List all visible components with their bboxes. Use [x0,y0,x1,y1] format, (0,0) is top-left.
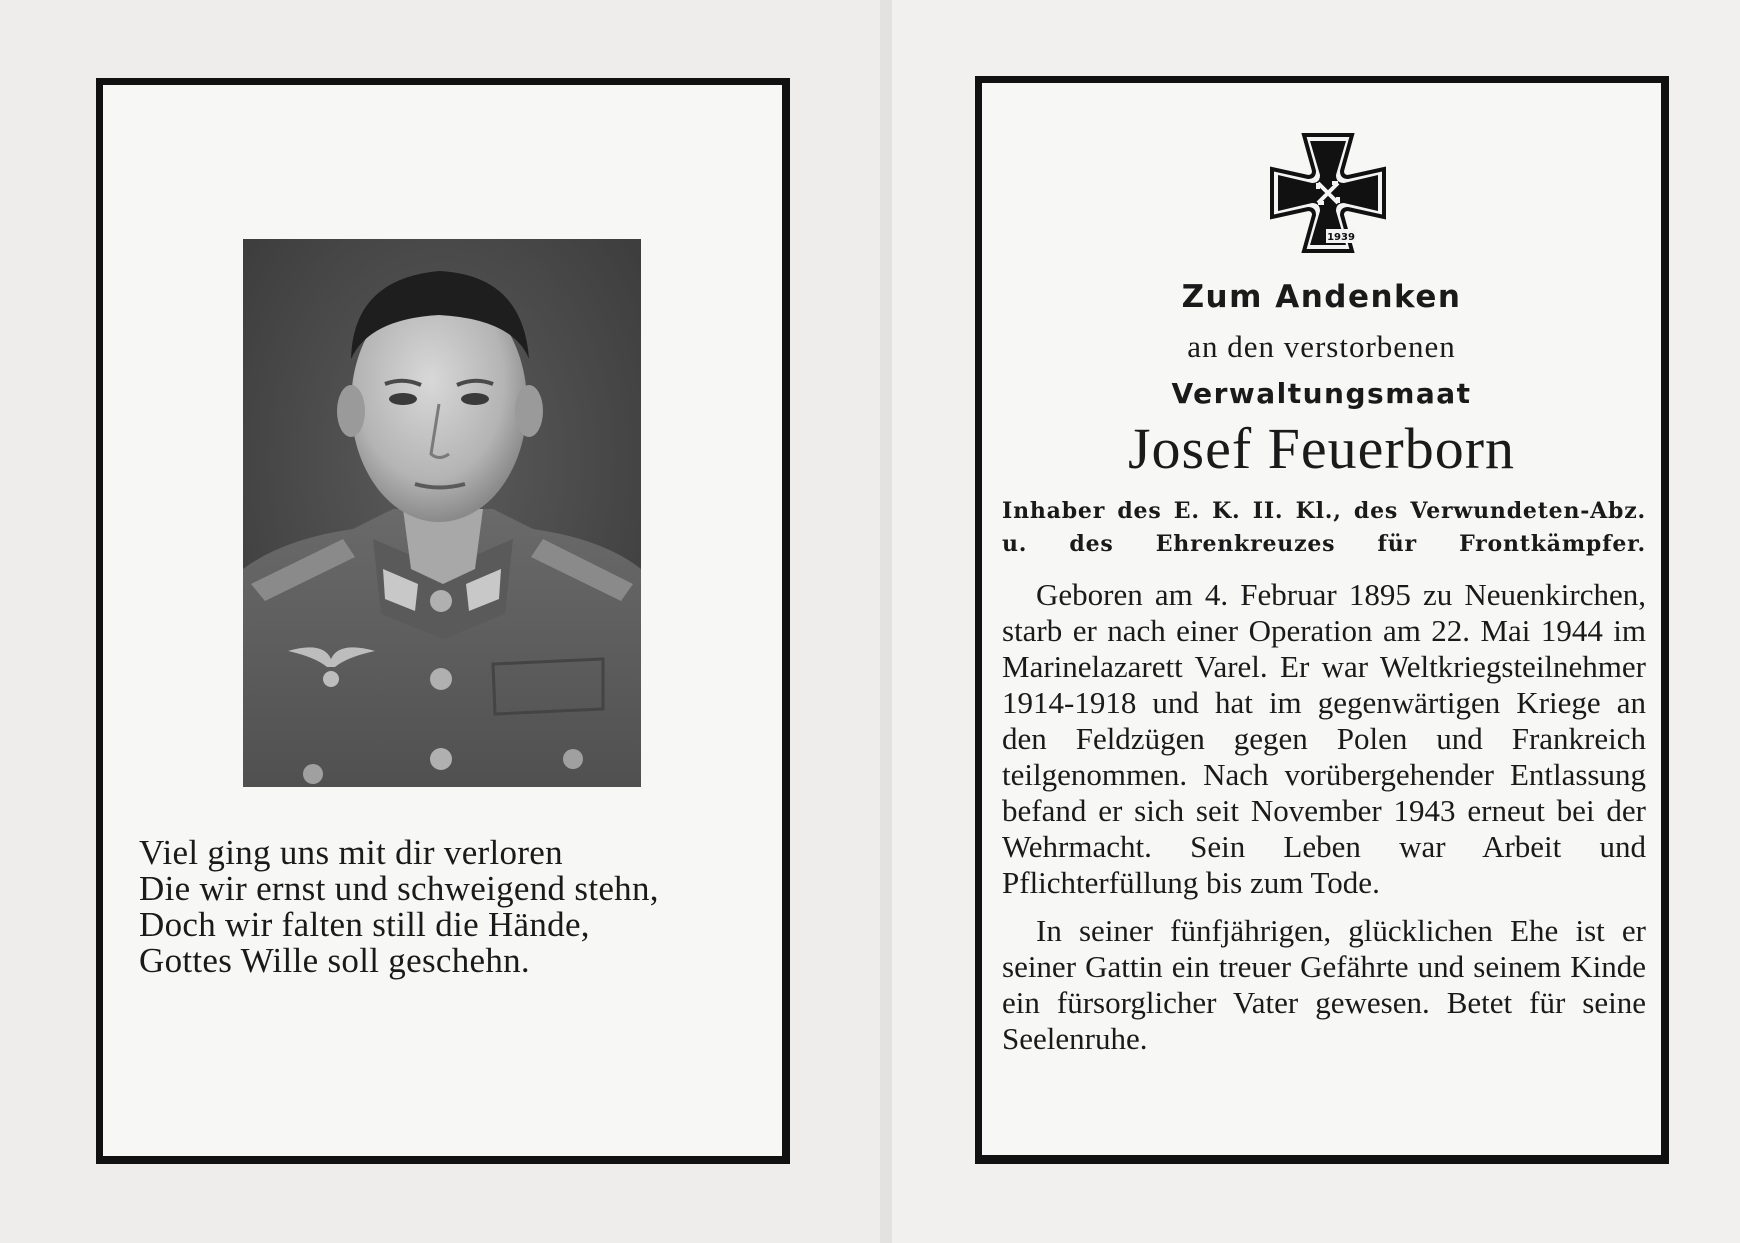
deceased-name: Josef Feuerborn [1127,416,1516,481]
poem-line: Die wir ernst und schweigend stehn, [139,869,659,908]
poem-line: Gottes Wille soll geschehn. [139,941,530,980]
iron-cross-icon [1266,131,1390,255]
biography-paragraph: In seiner fünfjährigen, glücklichen Ehe ist er seiner Gattin ein treuer Gefährte und seinem Kinde ein fürsorglicher Vater gewesen. Betet für seine Seelenruhe. [1002,913,1646,1056]
left-card-frame [96,78,790,1164]
memorial-poem [139,835,759,979]
memorial-heading: Zum Andenken [1181,279,1462,315]
poem-line: Viel ging uns mit dir verloren [139,833,563,872]
deceased-rank: Verwaltungsmaat [1171,377,1472,410]
cross-year: 1939 [1327,232,1355,243]
biography [1002,577,1646,1057]
biography-paragraph: Geboren am 4. Februar 1895 zu Neuenkirchen, starb er nach einer Operation am 22. Mai 1944 im Marinelazarett Varel. Er war Weltkriegsteilnehmer 1914-1918 und hat im gegenwärtigen Kriege an den Feldzügen gegen Polen und Frankreich teilgenommen. Nach vorübergehender Entlassung befand er sich seit November 1943 erneut bei der Wehrmacht. Sein Leben war Arbeit und Pflichterfüllung bis zum Tode. [1002,577,1646,900]
honors-text: Inhaber des E. K. II. Kl., des Verwundeten-Abz. u. des Ehrenkreuzes für Frontkämpfer. [1002,498,1646,557]
card-fold-gap [880,0,892,1243]
soldier-portrait-photo [243,239,641,787]
right-card-frame [975,76,1669,1164]
portrait-illustration [243,239,641,787]
poem-line: Doch wir falten still die Hände, [139,905,590,944]
memorial-subheading: an den verstorbenen [1187,329,1456,364]
